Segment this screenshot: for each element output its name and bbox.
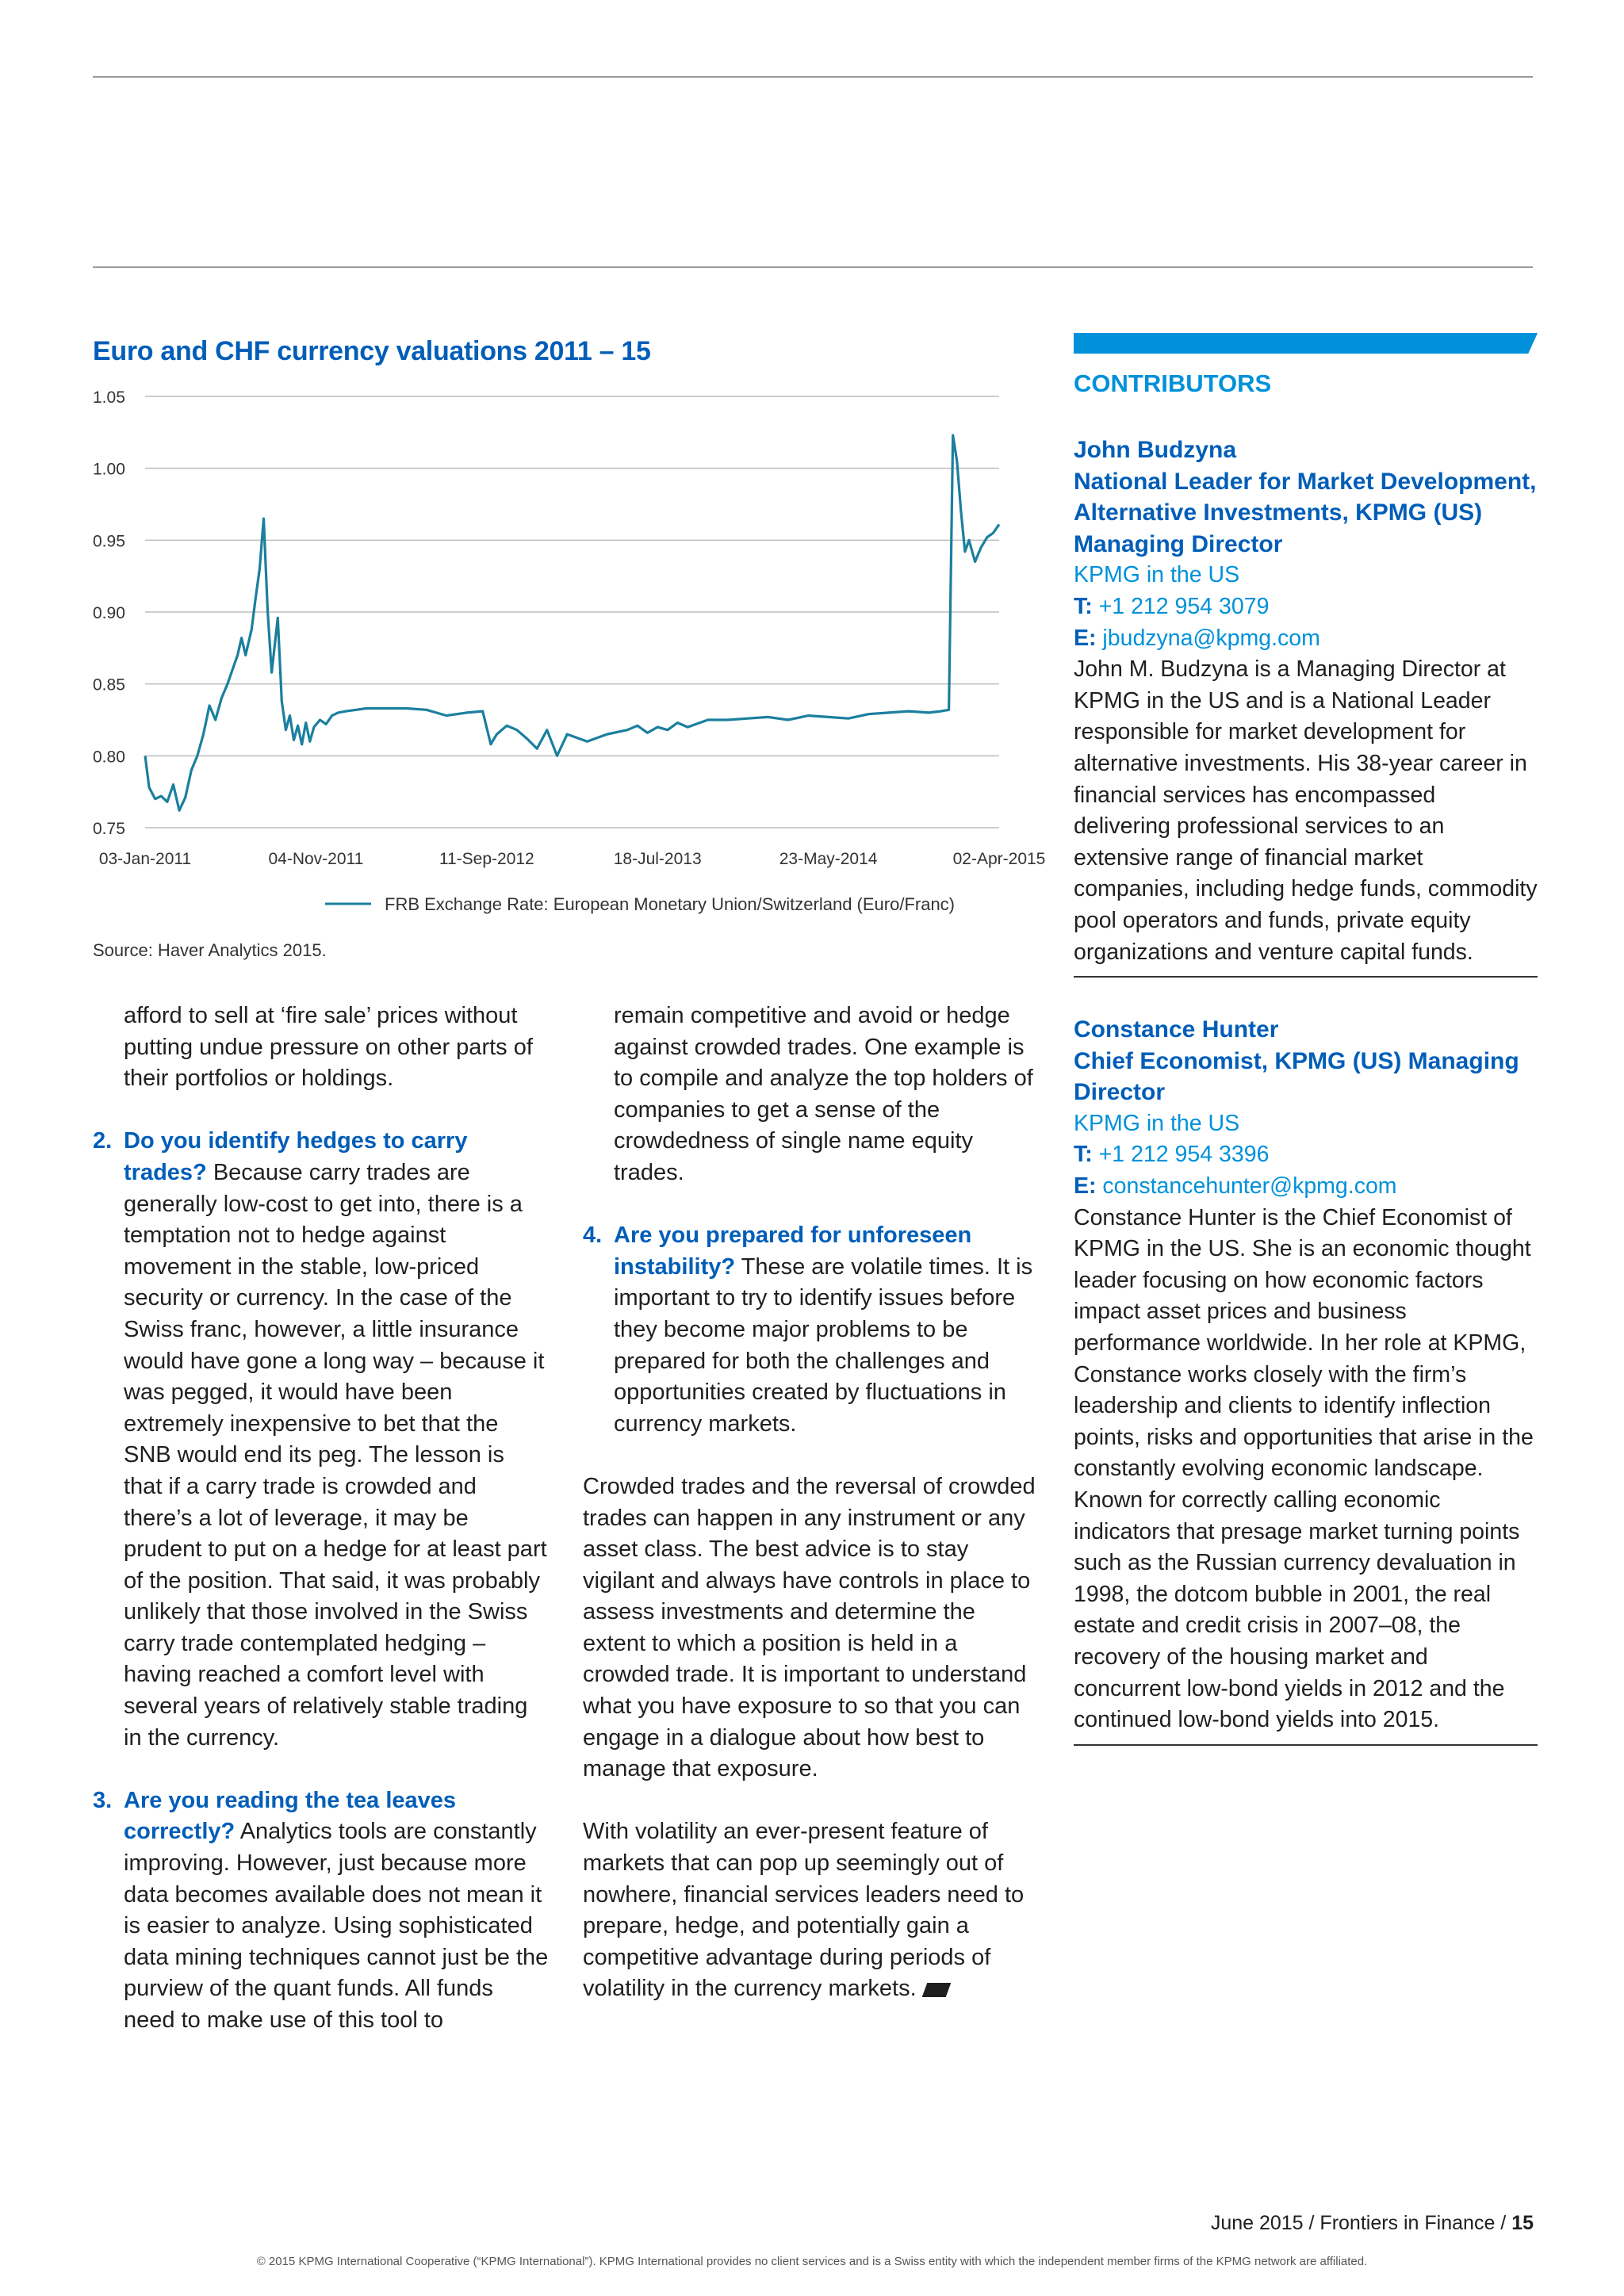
item-number: 4. [583, 1223, 603, 1249]
email-label: E: [1074, 625, 1097, 651]
contributor-divider [1074, 1744, 1538, 1746]
item-number: 3. [93, 1787, 113, 1813]
x-tick-label: 18-Jul-2013 [613, 850, 702, 868]
sidebar-accent-bar [1074, 333, 1538, 354]
y-tick-label: 0.75 [93, 820, 125, 838]
contributor-bio: Constance Hunter is the Chief Economist of KPMG in the US. She is an economic thought leader focusing on how economic factors impact asset prices and business performance worldwide. In her role at KPMG, Constance works closely with the firm’s leadership and clients to identify inflection points, risks and opportunities that arise in the constantly evolving economic landscape. Known for correctly calling economic indicators that presage market turning points such as the Russian currency devaluation in 1998, the dotcom bubble in 2001, the real estate and credit crisis in 2007–08, the recovery of the housing market and concurrent low-bond yields in 2012 and the continued low-bond yields into 2015. [1074, 1204, 1534, 1733]
contributor-divider [1074, 976, 1538, 978]
chart-title: Euro and CHF currency valuations 2011 – 15 [93, 336, 651, 366]
phone-number: +1 212 954 3079 [1092, 593, 1270, 619]
contributor-title: National Leader for Market Development, Alternative Investments, KPMG (US) Managing Director [1074, 468, 1537, 557]
email-link[interactable]: constancehunter@kpmg.com [1096, 1173, 1397, 1200]
item-number: 2. [93, 1128, 113, 1154]
contributor-name: Constance Hunter [1074, 1016, 1279, 1043]
contributor-bio: John M. Budzyna is a Managing Director at KPMG in the US and is a National Leader responsible for market development for alternative investments. His 38-year career in financial services has encompassed delivering professional services to an extensive range of financial market companies, including hedge funds, commodity pool operators and funds, private equity organizations and venture capital funds. [1074, 656, 1538, 965]
y-tick-label: 0.85 [93, 675, 125, 695]
list-item-4 [583, 1220, 1043, 1440]
footer-publication: June 2015 / Frontiers in Finance / [1210, 2212, 1512, 2234]
article-column-2 [583, 1001, 1043, 2005]
list-item-2 [93, 1126, 549, 1754]
col2-paragraph-1: Crowded trades and the reversal of crowded trades can happen in any instrument or any asset class. The best advice is to stay vigilant and always have controls in place to assess investments and determine the extent to which a position is held in a crowded trade. It is important to understand what you have exposure to so that you can engage in a dialogue about how best to manage that exposure. [583, 1473, 1036, 1782]
contributor-1 [1074, 434, 1538, 978]
question-heading: Do you identify hedges to carry trades? [124, 1128, 468, 1185]
y-tick-label: 0.95 [93, 532, 125, 551]
x-tick-label: 02-Apr-2015 [952, 850, 1046, 868]
sidebar-heading: CONTRIBUTORS [1074, 369, 1272, 397]
end-mark-icon [921, 1983, 951, 1997]
col2-intro: remain competitive and avoid or hedge against crowded trades. One example is to compile and analyze the top holders of companies to get a sense of the crowdedness of single name equity trades. [614, 1003, 1033, 1185]
question-heading: Are you reading the tea leaves correctly? [124, 1787, 457, 1845]
item-text: Because carry trades are generally low-cost to get into, there is a temptation not to hedge against movement in the stable, low-priced security or currency. In the case of the Swiss franc, however, a little insurance would have gone a long way – because it was pegged, it would have been extremely inexpensive to bet that the SNB would end its peg. The lesson is that if a carry trade is crowded and there’s a lot of leverage, it may be prudent to put on a hedge for at least part of the position. That said, it was probably unlikely that those involved in the Swiss carry trade contemplated hedging – having reached a comfort level with several years of relatively stable trading in the currency. [124, 1159, 547, 1751]
list-item-3 [93, 1785, 549, 2037]
question-heading: Are you prepared for unforeseen instability? [614, 1223, 972, 1280]
item-text: These are volatile times. It is important to try to identify issues before they become major problems to be prepared for both the challenges and opportunities created by fluctuations in currency markets. [614, 1253, 1033, 1437]
y-tick-label: 1.00 [93, 460, 125, 479]
contributors-sidebar [1074, 333, 1538, 1746]
y-tick-label: 1.05 [93, 388, 125, 407]
contributor-name: John Budzyna [1074, 437, 1237, 463]
page-footer [1211, 2212, 1534, 2235]
page-number: 15 [1511, 2212, 1534, 2234]
contributor-org: KPMG in the US [1074, 562, 1240, 588]
item-text: Analytics tools are constantly improving. However, just because more data becomes available does not mean it is easier to analyze. Using sophisticated data mining techniques cannot just be the purview of the quant funds. All funds need to make use of this tool to [124, 1819, 549, 2033]
copyright-notice: © 2015 KPMG International Cooperative (“KPMG International”). KPMG International provides no client services and is a Swiss entity with which the independent member firms of the KPMG network are affiliated. [256, 2255, 1368, 2268]
x-tick-label: 03-Jan-2011 [98, 850, 192, 868]
col1-intro: afford to sell at ‘fire sale’ prices without putting undue pressure on other parts of their portfolios or holdings. [124, 1003, 533, 1092]
article-column-1 [93, 1001, 549, 2068]
phone-label: T: [1074, 1142, 1093, 1168]
email-link[interactable]: jbudzyna@kpmg.com [1096, 625, 1320, 651]
contributor-title: Chief Economist, KPMG (US) Managing Director [1074, 1047, 1519, 1106]
x-tick-label: 23-May-2014 [779, 850, 878, 868]
contributor-org: KPMG in the US [1074, 1110, 1240, 1136]
y-tick-label: 0.90 [93, 604, 125, 622]
col2-paragraph-2: With volatility an ever-present feature of markets that can pop up seemingly out of nowhere, financial services leaders need to prepare, hedge, and potentially gain a competitive advantage during periods of volatility in the currency markets. [583, 1819, 1025, 2002]
phone-label: T: [1074, 593, 1093, 619]
contributor-2 [1074, 1014, 1538, 1746]
y-tick-label: 0.80 [93, 748, 125, 767]
chart-source: Source: Haver Analytics 2015. [93, 940, 327, 960]
legend-label: FRB Exchange Rate: European Monetary Union/Switzerland (Euro/Franc) [385, 894, 956, 914]
email-label: E: [1074, 1173, 1097, 1200]
x-tick-label: 04-Nov-2011 [268, 850, 364, 868]
series-line [145, 435, 999, 810]
phone-number: +1 212 954 3396 [1092, 1142, 1270, 1168]
x-tick-label: 11-Sep-2012 [439, 850, 534, 868]
